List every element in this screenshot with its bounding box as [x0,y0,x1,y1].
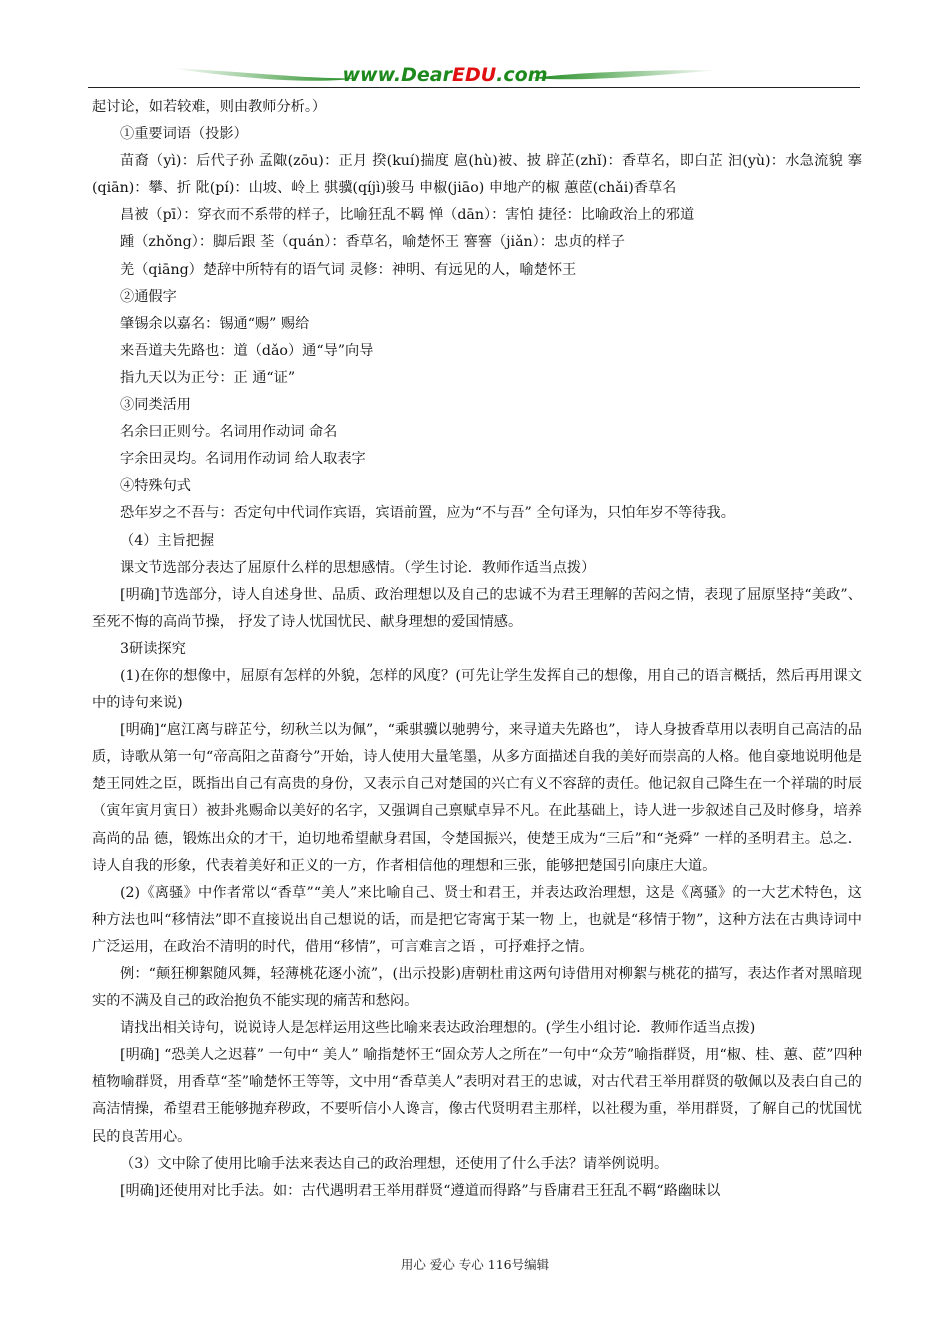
text-line: 肇锡余以嘉名：锡通“赐” 赐给 [120,315,310,332]
text-line: [明确]还使用对比手法。如：古代遇明君王举用群贤“遵道而得路”与昏庸君王狂乱不羁“路幽昧以 [120,1182,721,1199]
text-line: 昌被（pī）：穿衣而不系带的样子，比喻狂乱不羁 惮（dān）：害怕 捷径：比喻政治上的邪道 [120,207,695,224]
site-text: www.DearEDU.com [342,64,548,86]
header-rule [88,87,860,88]
right-swoosh [532,70,720,79]
text-line: [明确]节选部分，诗人自述身世、品质、政治理想以及自己的忠诚不为君王理解的苦闷之情，表现了屈原坚持“美政”、至死不悔的高尚节操， 抒发了诗人忧国忧民、献身理想的爱国情感。 [92,586,862,630]
text-line: （4）主旨把握 [120,532,215,549]
text-line: 字余田灵均。名词用作动词 给人取表字 [120,451,366,468]
text-line: (2)《离骚》中作者常以“香草”“美人”来比喻自己、贤士和君王，并表达政治理想，这是《离骚》的一大艺术特色，这种方法也叫“移情法”即不直接说出自己想说的话，而是把它寄寓于某一物 上，也就是“移情于物”，这种方法在古典诗词中广泛运用，在政治不清明的时代，借用“移情”，可言难言之语 ，可抒难抒之情。 [92,884,862,955]
text-line: [明确] “恐美人之迟暮” 一句中“ 美人” 喻指楚怀王“固众芳人之所在”一句中“众芳”喻指群贤，用“椒、桂、蕙、茝”四种植物喻群贤，用香草“荃”喻楚怀王等等，文中用“香草美人”表明对君王的忠诚，对古代君王举用群贤的敬佩以及表白自己的高洁情操，希望君王能够抛弃秽政，不要听信小人谗言，像古代贤明君主那样，以社稷为重，举用群贤，了解自己的忧国忧民的良苦用心。 [92,1047,862,1145]
text-line: 羌（qiāng）楚辞中所特有的语气词 灵修：神明、有远见的人，喻楚怀王 [120,261,577,278]
text-line: （3）文中除了使用比喻手法来表达自己的政治理想，还使用了什么手法？请举例说明。 [120,1155,669,1172]
left-swoosh [170,68,358,81]
text-line: (1)在你的想像中，屈原有怎样的外貌，怎样的风度？(可先让学生发挥自己的想像，用自己的语言概括，然后再用课文中的诗句来说) [92,667,862,712]
text-line: 踵（zhǒng）：脚后跟 荃（quán）：香草名，喻楚怀王 謇謇（jiǎn）：忠贞的样子 [120,234,625,251]
text-line: [明确]“扈江离与辟芷兮，纫秋兰以为佩”，“乘骐骥以驰骋兮，来寻道夫先路也”， 诗人身披香草用以表明自己高洁的品质，诗歌从第一句“帝高阳之苗裔兮”开始，诗人使用大量笔墨，从多方面描述自我的美好而崇高的人格。他自豪地说明他是楚王同姓之臣，既指出自己有高贵的身份，又表示自己对楚国的兴亡有义不容辞的责任。他记叙自己降生在一个祥瑞的时辰（寅年寅月寅日）被卦兆赐命以美好的名字，又强调自己禀赋卓异不凡。在此基础上，诗人进一步叙述自己及时修身，培养高尚的品 德，锻炼出众的才干，迫切地希望献身君国，令楚国振兴，使楚王成为“三后”和“尧舜” 一样的圣明君主。总之．诗人自我的形象，代表着美好和正义的一方，作者相信他的理想和三张，能够把楚国引向康庄大道。 [92,722,862,874]
text-line: ④特殊句式 [120,478,191,495]
text-line: 恐年岁之不吾与：否定句中代词作宾语，宾语前置，应为“不与吾” 全句译为，只怕年岁不等待我。 [120,505,735,522]
text-line: ②通假字 [120,288,177,305]
text-line: 名余曰正则兮。名词用作动词 命名 [120,424,338,441]
text-line: 请找出相关诗句，说说诗人是怎样运用这些比喻来表达政治理想的。(学生小组讨论．教师作适当点拨) [120,1020,756,1037]
text-line: 课文节选部分表达了屈原什么样的思想感情。（学生讨论．教师作适当点拨） [120,559,596,576]
text-line: 苗裔（yì)：后代子孙 孟陬(zōu)：正月 揆(kuí)揣度 扈(hù)被、披 辟芷(zhǐ)：香草名，即白芷 汩(yù)：水急流貌 搴(qiān)：攀、折 阰(pí)：山坡、岭上 骐骥(qíjì)骏马 申椒(jiāo) 申地产的椒 蕙茝(chǎi)香草名 [92,153,862,197]
page-footer: 用心 爱心 专心 116号编辑 [400,1257,550,1272]
text-line: ①重要词语（投影） [120,126,248,143]
text-line: 例：“颠狂柳絮随风舞，轻薄桃花逐小流”，(出示投影)唐朝杜甫这两句诗借用对柳絮与桃花的描写，表达作者对黑暗现实的不满及自己的政治抱负不能实现的痛苦和愁闷。 [92,966,862,1010]
text-line: 3研读探究 [120,640,186,657]
page-body [92,94,862,1205]
text-line: 指九天以为正兮：正 通“证” [120,369,296,386]
text-line: 起讨论，如若较难，则由教师分析。） [92,99,327,115]
dearedu-logo [170,58,720,94]
text-line: ③同类活用 [120,397,191,414]
text-line: 来吾道夫先路也：道（dǎo）通“导”向导 [120,342,374,359]
